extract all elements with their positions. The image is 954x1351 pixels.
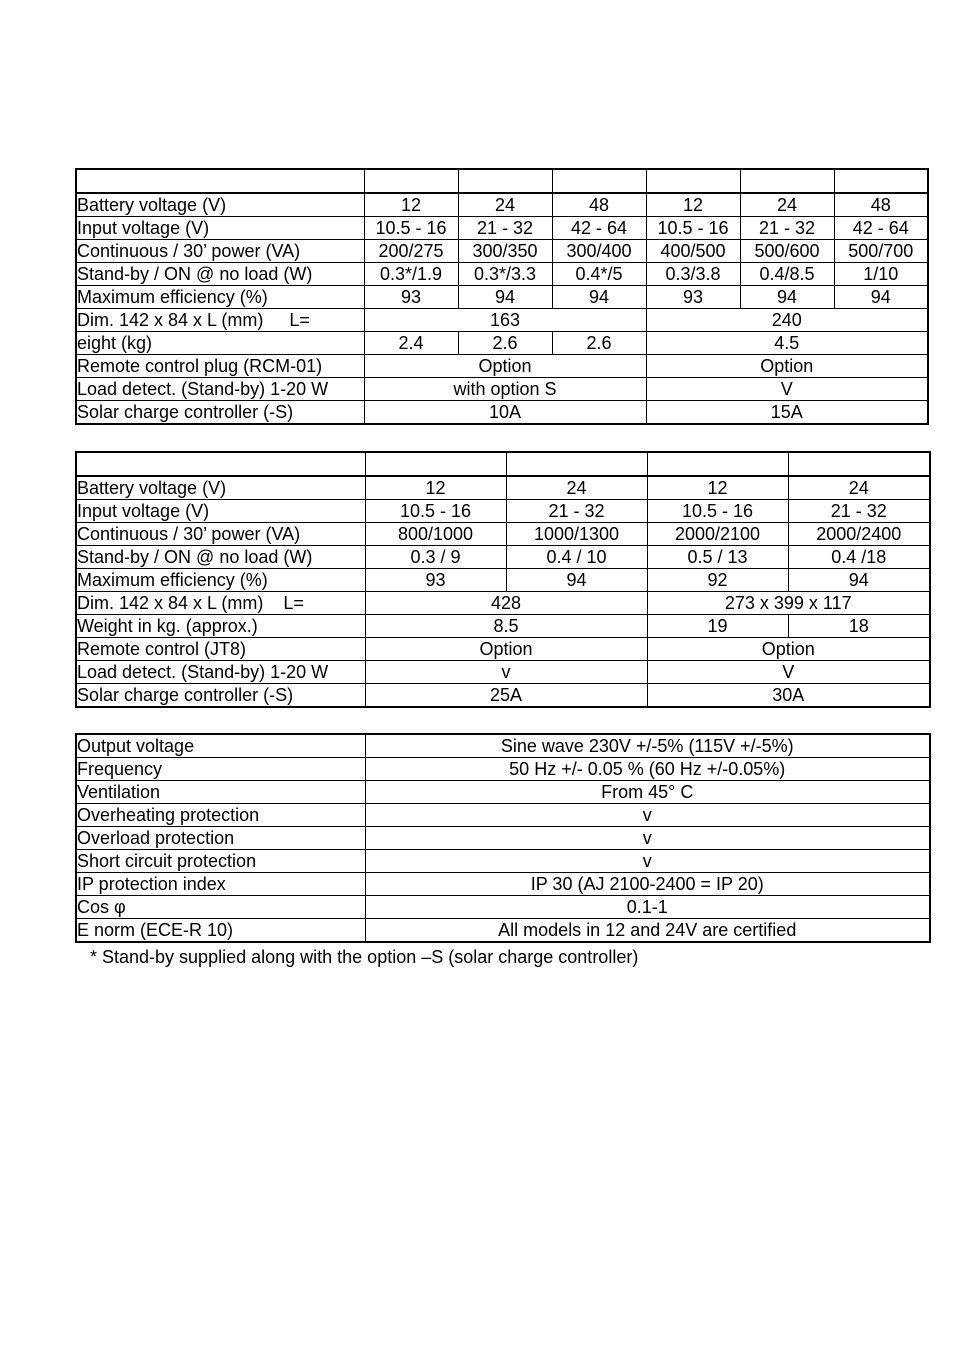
table-cell: 0.3/3.8 xyxy=(646,263,740,286)
table-row xyxy=(76,850,930,873)
table-cell: 93 xyxy=(364,286,458,309)
row-label: Input voltage (V) xyxy=(76,500,365,523)
row-label: E norm (ECE-R 10) xyxy=(76,919,365,943)
table-row xyxy=(76,476,930,500)
header-cell xyxy=(365,452,506,476)
table-row xyxy=(76,615,930,638)
table-row xyxy=(76,240,928,263)
row-label: Solar charge controller (-S) xyxy=(76,684,365,708)
table-row xyxy=(76,734,930,758)
table-cell: 10A xyxy=(364,401,646,425)
table-row xyxy=(76,263,928,286)
row-label: Cos φ xyxy=(76,896,365,919)
table-row xyxy=(76,592,930,615)
table-cell: 1000/1300 xyxy=(506,523,647,546)
row-label: Weight in kg. (approx.) xyxy=(76,615,365,638)
table-row xyxy=(76,500,930,523)
table-cell: 0.4 /18 xyxy=(788,546,930,569)
table-cell: 21 - 32 xyxy=(506,500,647,523)
table-cell: Option xyxy=(364,355,646,378)
table-cell: 10.5 - 16 xyxy=(646,217,740,240)
table-cell: 0.3*/1.9 xyxy=(364,263,458,286)
table-cell: 12 xyxy=(646,193,740,217)
table-cell: 273 x 399 x 117 xyxy=(647,592,930,615)
table-row xyxy=(76,781,930,804)
table-cell: 12 xyxy=(365,476,506,500)
row-label: Frequency xyxy=(76,758,365,781)
table-cell: 8.5 xyxy=(365,615,647,638)
table-cell: 94 xyxy=(740,286,834,309)
table-cell: 10.5 - 16 xyxy=(647,500,788,523)
table-row xyxy=(76,919,930,943)
row-label: Short circuit protection xyxy=(76,850,365,873)
spec-table-common xyxy=(75,733,931,943)
header-cell xyxy=(506,452,647,476)
header-cell xyxy=(788,452,930,476)
table-cell: 94 xyxy=(506,569,647,592)
row-label: IP protection index xyxy=(76,873,365,896)
footnote: * Stand-by supplied along with the option –S (solar charge controller) xyxy=(90,947,639,967)
table-cell: 400/500 xyxy=(646,240,740,263)
table-cell: 2.6 xyxy=(552,332,646,355)
row-label: Overload protection xyxy=(76,827,365,850)
table-row xyxy=(76,546,930,569)
header-cell xyxy=(76,452,365,476)
table-cell: 200/275 xyxy=(364,240,458,263)
table-cell: 50 Hz +/- 0.05 % (60 Hz +/-0.05%) xyxy=(365,758,930,781)
row-label: Overheating protection xyxy=(76,804,365,827)
table-row xyxy=(76,401,928,425)
table-cell: 24 xyxy=(458,193,552,217)
table-cell: 4.5 xyxy=(646,332,928,355)
table-row xyxy=(76,378,928,401)
table-cell: 12 xyxy=(364,193,458,217)
table-cell: Option xyxy=(646,355,928,378)
table-header-row xyxy=(76,169,928,193)
table-cell: 21 - 32 xyxy=(740,217,834,240)
table-cell: 21 - 32 xyxy=(788,500,930,523)
table-cell: 12 xyxy=(647,476,788,500)
table-cell: 93 xyxy=(365,569,506,592)
table-cell: 94 xyxy=(458,286,552,309)
table-cell: 300/350 xyxy=(458,240,552,263)
table-cell: 300/400 xyxy=(552,240,646,263)
table-cell: 10.5 - 16 xyxy=(364,217,458,240)
table-cell: 42 - 64 xyxy=(552,217,646,240)
table-row xyxy=(76,684,930,708)
row-label: Maximum efficiency (%) xyxy=(76,286,364,309)
table-cell: 2.6 xyxy=(458,332,552,355)
table-cell: 21 - 32 xyxy=(458,217,552,240)
dim-label: Dim. 142 x 84 x L (mm) xyxy=(77,592,264,613)
header-cell xyxy=(647,452,788,476)
table-cell: V xyxy=(647,661,930,684)
row-label: Maximum efficiency (%) xyxy=(76,569,365,592)
dim-label: Dim. 142 x 84 x L (mm) xyxy=(77,309,264,330)
table-cell: 25A xyxy=(365,684,647,708)
table-cell: 18 xyxy=(788,615,930,638)
header-cell xyxy=(646,169,740,193)
row-label: Battery voltage (V) xyxy=(76,193,364,217)
table-cell: 10.5 - 16 xyxy=(365,500,506,523)
table-row xyxy=(76,873,930,896)
table-row xyxy=(76,661,930,684)
table-header-row xyxy=(76,452,930,476)
table-row xyxy=(76,193,928,217)
table-cell: 2000/2100 xyxy=(647,523,788,546)
table-cell: 24 xyxy=(788,476,930,500)
row-label: Remote control plug (RCM-01) xyxy=(76,355,364,378)
table-row xyxy=(76,896,930,919)
row-label: Ventilation xyxy=(76,781,365,804)
table-row xyxy=(76,827,930,850)
table-cell: v xyxy=(365,827,930,850)
table-cell: 48 xyxy=(552,193,646,217)
table-cell: 94 xyxy=(834,286,928,309)
table-cell: 163 xyxy=(364,309,646,332)
row-label: Load detect. (Stand-by) 1-20 W xyxy=(76,378,364,401)
header-cell xyxy=(458,169,552,193)
table-cell: with option S xyxy=(364,378,646,401)
header-cell xyxy=(740,169,834,193)
table-row xyxy=(76,217,928,240)
row-label xyxy=(76,592,365,615)
table-cell: 428 xyxy=(365,592,647,615)
row-label: Stand-by / ON @ no load (W) xyxy=(76,263,364,286)
l-label: L= xyxy=(283,592,304,613)
table-cell: Option xyxy=(365,638,647,661)
table-row xyxy=(76,523,930,546)
table-cell: 800/1000 xyxy=(365,523,506,546)
table-row xyxy=(76,332,928,355)
table-cell: v xyxy=(365,661,647,684)
table-cell: 94 xyxy=(788,569,930,592)
table-cell: 0.3*/3.3 xyxy=(458,263,552,286)
table-cell: 24 xyxy=(506,476,647,500)
table-cell: 1/10 xyxy=(834,263,928,286)
table-cell: v xyxy=(365,804,930,827)
table-cell: 2000/2400 xyxy=(788,523,930,546)
table-cell: Sine wave 230V +/-5% (115V +/-5%) xyxy=(365,734,930,758)
header-cell xyxy=(364,169,458,193)
row-label: Output voltage xyxy=(76,734,365,758)
spec-table-small-models xyxy=(75,168,929,425)
table-cell: 15A xyxy=(646,401,928,425)
row-label: Continuous / 30’ power (VA) xyxy=(76,240,364,263)
table-cell: 48 xyxy=(834,193,928,217)
table-cell: 42 - 64 xyxy=(834,217,928,240)
table-cell: 19 xyxy=(647,615,788,638)
row-label: Solar charge controller (-S) xyxy=(76,401,364,425)
row-label: Load detect. (Stand-by) 1-20 W xyxy=(76,661,365,684)
table-row xyxy=(76,355,928,378)
row-label: eight (kg) xyxy=(76,332,364,355)
table-row xyxy=(76,569,930,592)
table-cell: 93 xyxy=(646,286,740,309)
table-cell: From 45° C xyxy=(365,781,930,804)
table-row xyxy=(76,804,930,827)
table-cell: Option xyxy=(647,638,930,661)
table-cell: 500/700 xyxy=(834,240,928,263)
table-row xyxy=(76,309,928,332)
table-cell: 24 xyxy=(740,193,834,217)
table-cell: 0.3 / 9 xyxy=(365,546,506,569)
table-cell: 2.4 xyxy=(364,332,458,355)
row-label: Input voltage (V) xyxy=(76,217,364,240)
table-row xyxy=(76,638,930,661)
row-label xyxy=(76,309,364,332)
table-cell: 30A xyxy=(647,684,930,708)
row-label: Continuous / 30’ power (VA) xyxy=(76,523,365,546)
row-label: Remote control (JT8) xyxy=(76,638,365,661)
table-cell: 500/600 xyxy=(740,240,834,263)
table-cell: V xyxy=(646,378,928,401)
table-cell: All models in 12 and 24V are certified xyxy=(365,919,930,943)
l-label: L= xyxy=(289,309,310,330)
table-cell: 92 xyxy=(647,569,788,592)
table-row xyxy=(76,758,930,781)
table-cell: 0.5 / 13 xyxy=(647,546,788,569)
table-cell: 94 xyxy=(552,286,646,309)
table-cell: 0.1-1 xyxy=(365,896,930,919)
row-label: Stand-by / ON @ no load (W) xyxy=(76,546,365,569)
table-cell: v xyxy=(365,850,930,873)
header-cell xyxy=(552,169,646,193)
header-cell xyxy=(76,169,364,193)
header-cell xyxy=(834,169,928,193)
table-cell: 240 xyxy=(646,309,928,332)
table-cell: 0.4/8.5 xyxy=(740,263,834,286)
table-cell: 0.4 / 10 xyxy=(506,546,647,569)
row-label: Battery voltage (V) xyxy=(76,476,365,500)
table-cell: 0.4*/5 xyxy=(552,263,646,286)
table-cell: IP 30 (AJ 2100-2400 = IP 20) xyxy=(365,873,930,896)
spec-table-large-models xyxy=(75,451,931,708)
table-row xyxy=(76,286,928,309)
